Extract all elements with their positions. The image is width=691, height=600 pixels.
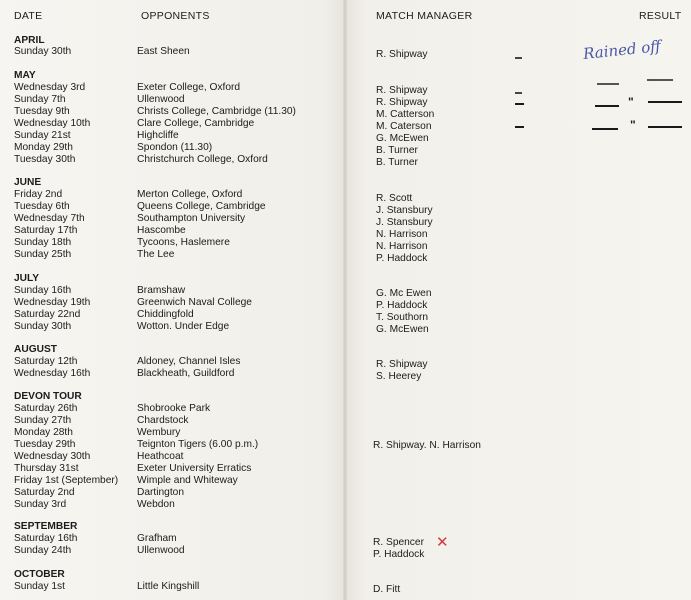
- fixture-opponent: Christs College, Cambridge (11.30): [137, 106, 296, 117]
- fixture-manager: M. Caterson: [376, 121, 432, 132]
- section-title-devon-tour: DEVON TOUR: [14, 391, 82, 402]
- result-dash: [597, 83, 619, 85]
- fixture-opponent: Heathcoat: [137, 451, 184, 462]
- fixture-date: Tuesday 6th: [14, 201, 70, 212]
- fixture-opponent: Little Kingshill: [137, 581, 200, 592]
- header-match-manager: MATCH MANAGER: [376, 10, 473, 22]
- fold-crease: [343, 0, 347, 600]
- section-title-september: SEPTEMBER: [14, 521, 78, 532]
- red-cross-mark: ✕: [436, 534, 449, 551]
- handwritten-rained-off: Rained off: [582, 36, 662, 64]
- section-title-october: OCTOBER: [14, 569, 65, 580]
- fixture-date: Saturday 22nd: [14, 309, 81, 320]
- fixture-opponent: Christchurch College, Oxford: [137, 154, 268, 165]
- fixture-manager: P. Haddock: [373, 549, 425, 560]
- fixture-date: Saturday 26th: [14, 403, 78, 414]
- fixture-date: Sunday 25th: [14, 249, 72, 260]
- fixture-manager: J. Stansbury: [376, 217, 433, 228]
- result-dash: [648, 101, 682, 103]
- fixture-manager: P. Haddock: [376, 253, 428, 264]
- fixture-opponent: Queens College, Cambridge: [137, 201, 266, 212]
- fixture-date: Sunday 30th: [14, 46, 72, 57]
- section-title-april: APRIL: [14, 35, 45, 46]
- fixture-date: Sunday 1st: [14, 581, 65, 592]
- fixture-opponent: Exeter College, Oxford: [137, 82, 241, 93]
- fixture-date: Sunday 18th: [14, 237, 72, 248]
- fixture-manager: M. Catterson: [376, 109, 435, 120]
- fixture-opponent: Spondon (11.30): [137, 142, 213, 153]
- fixture-manager: P. Haddock: [376, 300, 428, 311]
- fixture-opponent: Blackheath, Guildford: [137, 368, 235, 379]
- fixture-date: Thursday 31st: [14, 463, 79, 474]
- fixture-date: Monday 29th: [14, 142, 73, 153]
- fixture-date: Saturday 16th: [14, 533, 78, 544]
- fixture-date: Tuesday 9th: [14, 106, 70, 117]
- fixture-opponent: Highcliffe: [137, 130, 179, 141]
- fixture-opponent: Bramshaw: [137, 285, 186, 296]
- fixture-opponent: The Lee: [137, 249, 175, 260]
- fixture-opponent: Webdon: [137, 499, 175, 510]
- fixture-date: Saturday 2nd: [14, 487, 75, 498]
- fixture-date: Sunday 3rd: [14, 499, 67, 510]
- fixture-manager: G. McEwen: [376, 324, 429, 335]
- result-dash: [648, 126, 682, 128]
- fixture-opponent: Tycoons, Haslemere: [137, 237, 230, 248]
- fixture-opponent: Wimple and Whiteway: [137, 475, 238, 486]
- fixture-manager: R. Shipway: [376, 359, 428, 370]
- fixture-opponent: Clare College, Cambridge: [137, 118, 255, 129]
- fixture-opponent: Greenwich Naval College: [137, 297, 252, 308]
- fixture-date: Wednesday 30th: [14, 451, 91, 462]
- fixture-manager: G. McEwen: [376, 133, 429, 144]
- fixture-opponent: Chardstock: [137, 415, 189, 426]
- fixture-opponent: Shobrooke Park: [137, 403, 211, 414]
- fixture-manager: B. Turner: [376, 157, 418, 168]
- fixture-date: Wednesday 16th: [14, 368, 91, 379]
- result-dash: [515, 57, 522, 59]
- fixture-opponent: Dartington: [137, 487, 185, 498]
- fixture-date: Wednesday 7th: [14, 213, 85, 224]
- fixture-manager: B. Turner: [376, 145, 418, 156]
- fixture-date: Wednesday 3rd: [14, 82, 86, 93]
- ditto-mark: ": [630, 118, 636, 132]
- fixture-opponent: Wembury: [137, 427, 181, 438]
- fixture-date: Tuesday 30th: [14, 154, 76, 165]
- fixture-opponent: Grafham: [137, 533, 177, 544]
- section-title-july: JULY: [14, 273, 40, 284]
- result-dash: [515, 103, 524, 105]
- fixture-manager: N. Harrison: [376, 229, 428, 240]
- fixture-opponent: Hascombe: [137, 225, 186, 236]
- fixture-opponent: Wotton. Under Edge: [137, 321, 230, 332]
- fixture-opponent: Exeter University Erratics: [137, 463, 252, 474]
- fixture-date: Friday 2nd: [14, 189, 63, 200]
- fixture-manager: R. Shipway: [376, 85, 428, 96]
- header-date: DATE: [14, 10, 43, 22]
- fixture-manager: J. Stansbury: [376, 205, 433, 216]
- fixture-date: Tuesday 29th: [14, 439, 76, 450]
- fixture-manager: T. Southorn: [376, 312, 429, 323]
- ditto-mark: ": [628, 95, 634, 109]
- fixture-date: Wednesday 10th: [14, 118, 91, 129]
- fixture-opponent: Aldoney, Channel Isles: [137, 356, 241, 367]
- fixture-opponent: East Sheen: [137, 46, 190, 57]
- fixture-date: Wednesday 19th: [14, 297, 91, 308]
- fixture-date: Sunday 21st: [14, 130, 71, 141]
- result-dash: [515, 126, 524, 128]
- fixture-manager: R. Spencer: [373, 537, 424, 548]
- fixture-date: Sunday 24th: [14, 545, 72, 556]
- fixture-manager: R. Scott: [376, 193, 413, 204]
- fixture-opponent: Merton College, Oxford: [137, 189, 243, 200]
- fixture-opponent: Ullenwood: [137, 94, 185, 105]
- fixture-date: Monday 28th: [14, 427, 73, 438]
- fixture-date: Sunday 27th: [14, 415, 72, 426]
- fixture-opponent: Teignton Tigers (6.00 p.m.): [137, 439, 259, 450]
- fixture-manager: S. Heerey: [376, 371, 422, 382]
- fixture-date: Saturday 17th: [14, 225, 78, 236]
- fixture-manager: D. Fitt: [373, 584, 401, 595]
- header-result: RESULT: [639, 10, 682, 22]
- fixture-date: Sunday 7th: [14, 94, 66, 105]
- fixture-date: Saturday 12th: [14, 356, 78, 367]
- fixture-manager: R. Shipway. N. Harrison: [373, 440, 481, 451]
- fixture-opponent: Chiddingfold: [137, 309, 194, 320]
- header-opponents: OPPONENTS: [141, 10, 210, 22]
- fixture-opponent: Ullenwood: [137, 545, 185, 556]
- fixture-manager: G. Mc Ewen: [376, 288, 432, 299]
- fixture-manager: N. Harrison: [376, 241, 428, 252]
- fixture-manager: R. Shipway: [376, 49, 428, 60]
- result-dash: [595, 105, 619, 107]
- fixture-date: Sunday 30th: [14, 321, 72, 332]
- result-dash: [592, 128, 618, 130]
- fixture-date: Friday 1st (September): [14, 475, 119, 486]
- section-title-june: JUNE: [14, 177, 42, 188]
- fixture-opponent: Southampton University: [137, 213, 246, 224]
- section-title-august: AUGUST: [14, 344, 58, 355]
- fixture-date: Sunday 16th: [14, 285, 72, 296]
- result-dash: [647, 79, 673, 81]
- section-title-may: MAY: [14, 70, 36, 81]
- fixture-manager: R. Shipway: [376, 97, 428, 108]
- result-dash: [515, 92, 522, 94]
